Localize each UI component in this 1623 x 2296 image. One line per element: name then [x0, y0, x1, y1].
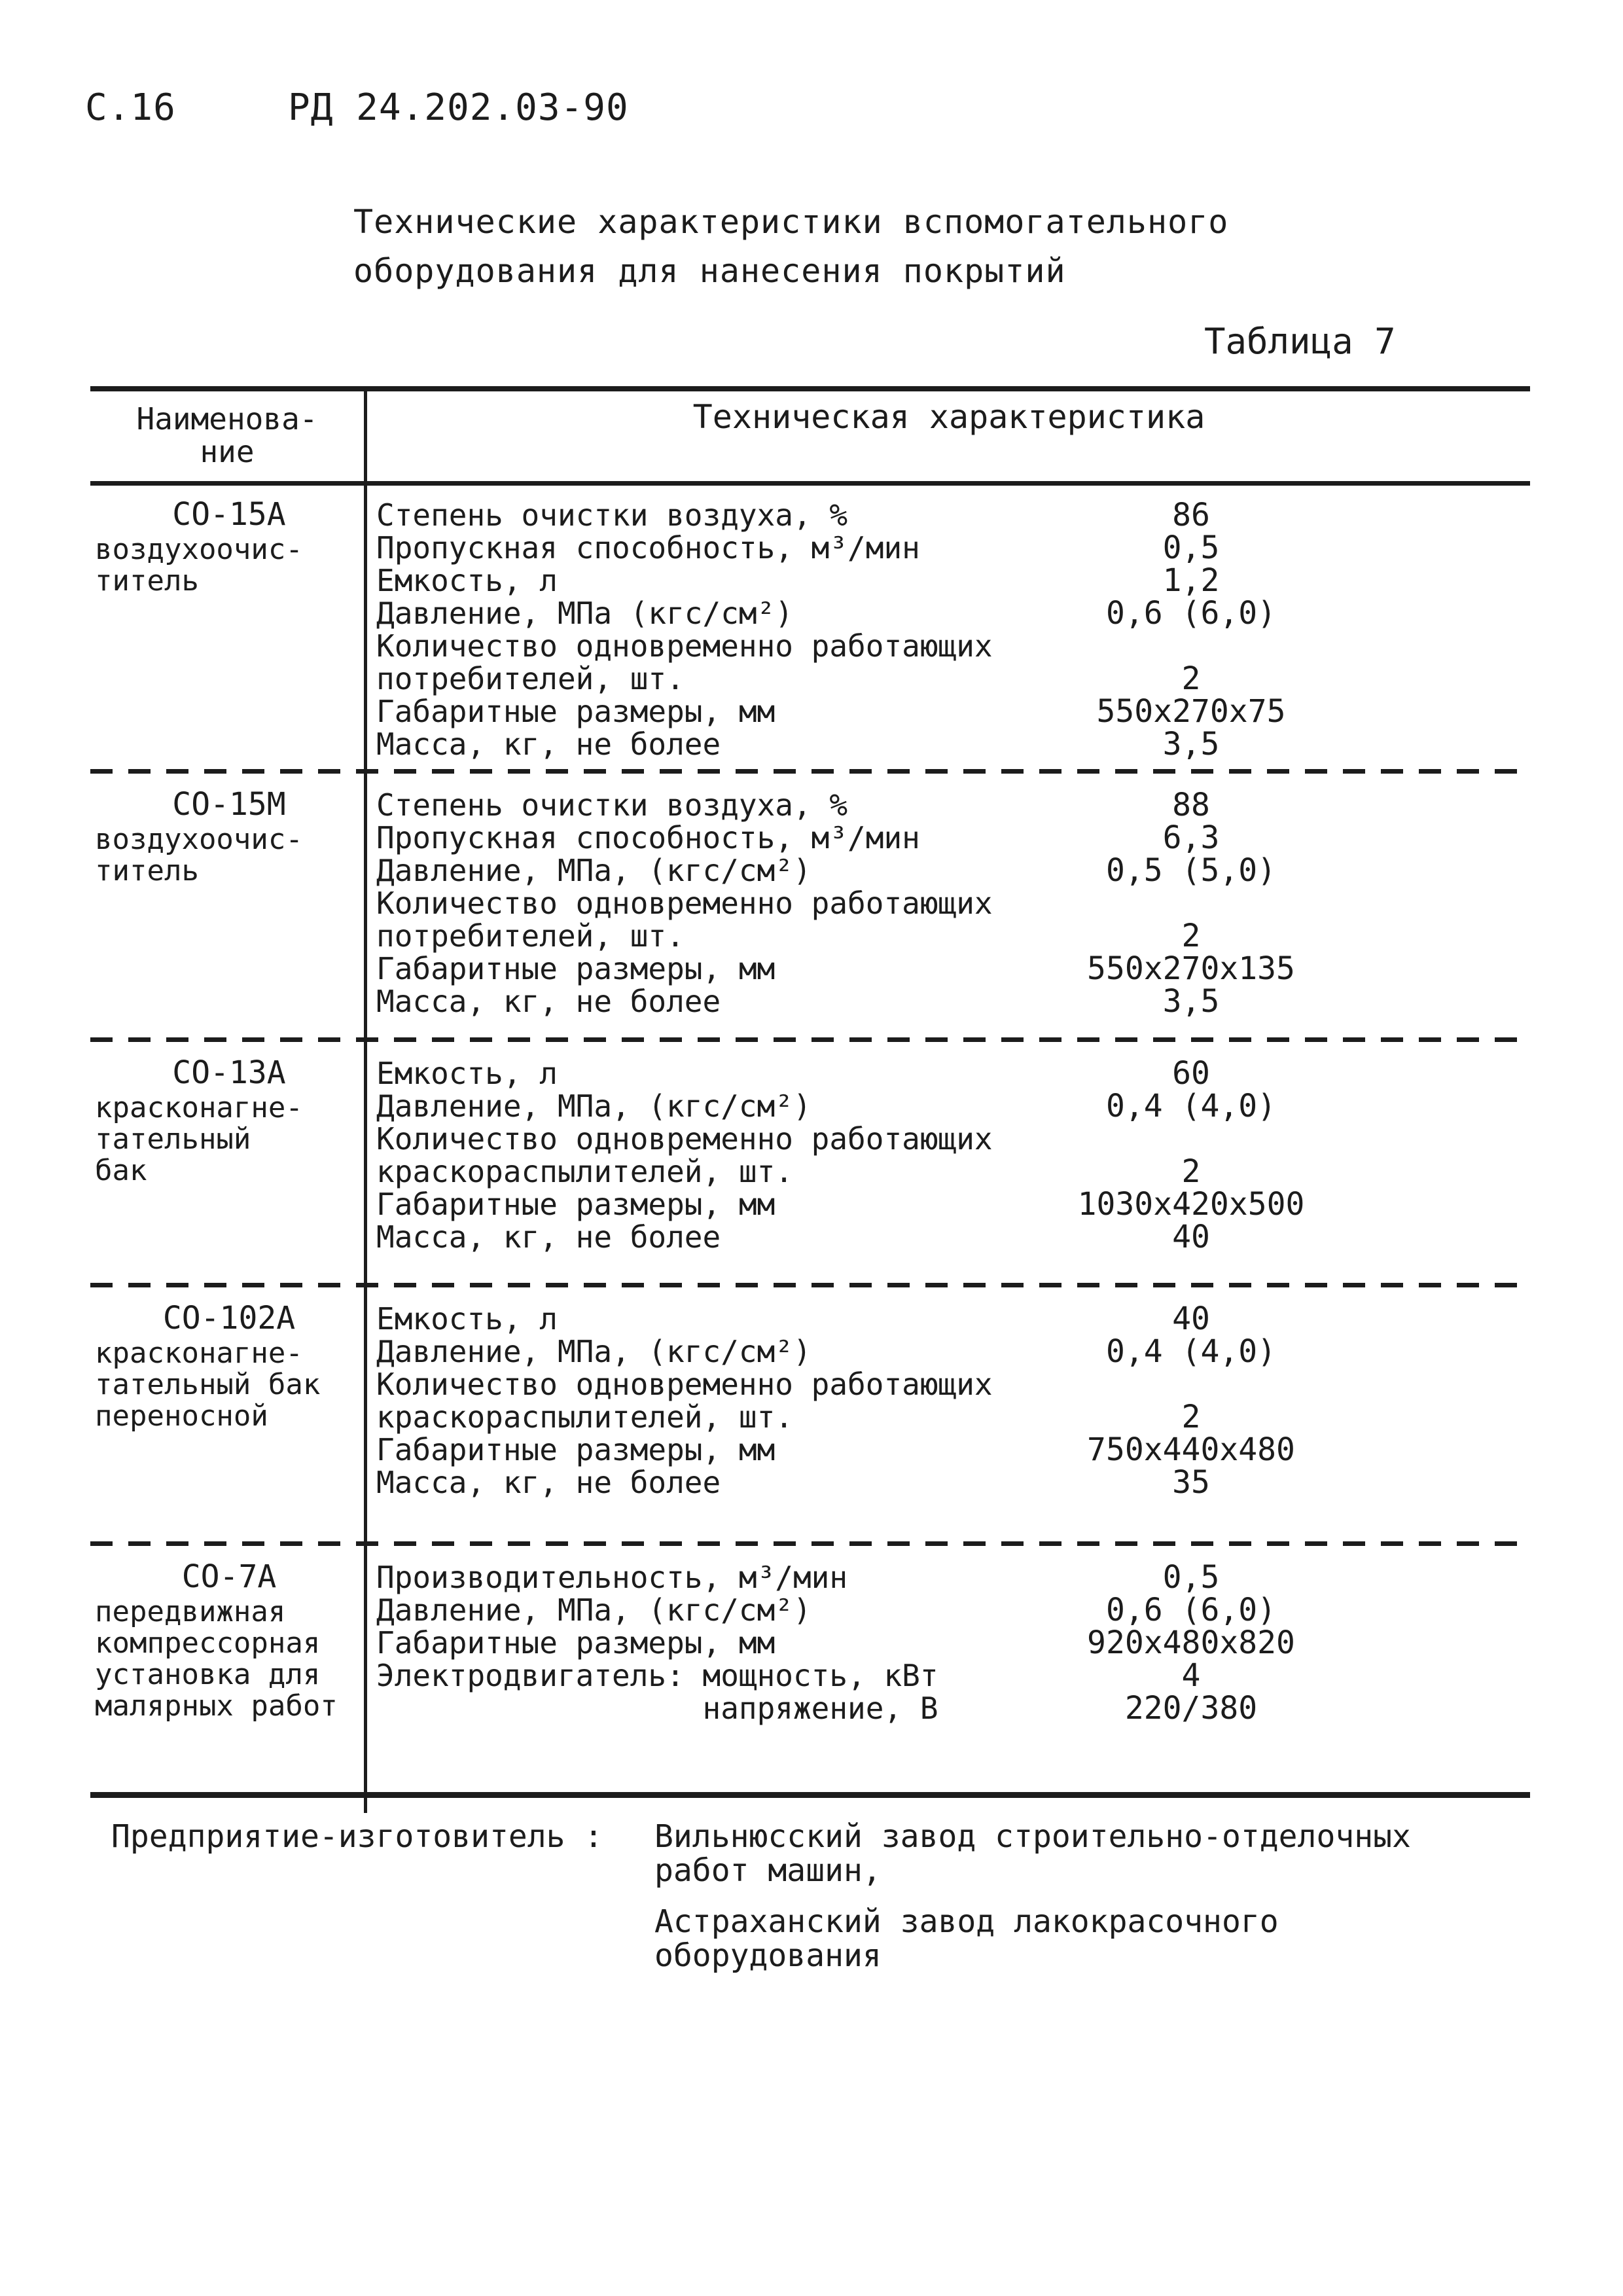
- spec-parameter: Количество одновременно работающих: [376, 1121, 993, 1157]
- spec-parameter: Масса, кг, не более: [376, 726, 721, 762]
- spec-value: 3,5: [1162, 726, 1220, 762]
- spec-value: 0,6 (6,0): [1105, 595, 1277, 632]
- column-header-spec: Техническая характеристика: [692, 398, 1205, 436]
- spec-value: 88: [1172, 787, 1210, 823]
- equipment-name: [95, 1054, 363, 1187]
- equipment-name: [95, 496, 363, 598]
- spec-value: 750х440х480: [1087, 1431, 1295, 1468]
- spec-value: 920х480х820: [1087, 1624, 1295, 1661]
- manufacturer-2: Астраханский завод лакокрасочного оборудования: [654, 1903, 1279, 1974]
- equipment-model: СО-15А: [172, 496, 286, 533]
- equipment-name: [95, 786, 363, 888]
- spec-parameter: Давление, МПа, (кгс/см²): [376, 1334, 812, 1369]
- spec-parameter: Пропускная способность, м³/мин: [376, 820, 920, 855]
- spec-parameter: Габаритные размеры, мм: [376, 951, 776, 986]
- spec-parameter: потребителей, шт.: [376, 918, 685, 954]
- spec-parameter: Емкость, л: [376, 1056, 558, 1091]
- group-separator: [90, 769, 1530, 774]
- spec-value: 220/380: [1124, 1690, 1258, 1727]
- equipment-description: воздухоочис- титель: [95, 533, 303, 598]
- spec-parameter: Емкость, л: [376, 563, 558, 598]
- equipment-model: СО-102А: [162, 1300, 296, 1336]
- spec-parameter: Масса, кг, не более: [376, 1219, 721, 1255]
- spec-parameter: Давление, МПа, (кгс/см²): [376, 853, 812, 888]
- column-header-name-text: Наименова- ние: [136, 401, 318, 469]
- spec-value: 40: [1172, 1300, 1210, 1337]
- spec-parameter: Габаритные размеры, мм: [376, 1187, 776, 1222]
- spec-value: 550х270х75: [1096, 693, 1286, 730]
- spec-value: 2: [1181, 1399, 1201, 1435]
- spec-parameter: Давление, МПа, (кгс/см²): [376, 1088, 812, 1124]
- column-header-name: [90, 403, 364, 468]
- table-title-line-1: Технические характеристики вспомогательного: [353, 203, 1229, 241]
- group-separator: [90, 1541, 1530, 1546]
- spec-value: 0,5: [1162, 1559, 1220, 1596]
- spec-parameter: Пропускная способность, м³/мин: [376, 530, 920, 565]
- spec-parameter: Количество одновременно работающих: [376, 886, 993, 921]
- spec-parameter: потребителей, шт.: [376, 661, 685, 696]
- spec-value: 86: [1172, 497, 1210, 533]
- spec-value: 2: [1181, 1153, 1201, 1190]
- equipment-description: передвижная компрессорная установка для малярных работ: [95, 1595, 338, 1723]
- equipment-name: [95, 1558, 363, 1723]
- table-top-rule: [90, 386, 1530, 391]
- table-title-line-2: оборудования для нанесения покрытий: [353, 252, 1066, 290]
- spec-parameter: краскораспылителей, шт.: [376, 1399, 793, 1435]
- spec-parameter: Количество одновременно работающих: [376, 1367, 993, 1402]
- spec-value: 0,4 (4,0): [1105, 1088, 1277, 1124]
- spec-value: 0,5: [1162, 529, 1220, 566]
- table-bottom-rule: [90, 1792, 1530, 1798]
- spec-value: 0,5 (5,0): [1105, 852, 1277, 889]
- spec-value: 4: [1181, 1657, 1201, 1694]
- equipment-model: СО-13А: [172, 1054, 286, 1091]
- spec-value: 35: [1172, 1464, 1210, 1501]
- spec-parameter: Производительность, м³/мин: [376, 1560, 848, 1595]
- table-number: Таблица 7: [1204, 321, 1396, 362]
- spec-parameter: Степень очистки воздуха, %: [376, 787, 848, 823]
- spec-value: 550х270х135: [1087, 950, 1295, 987]
- spec-parameter: Емкость, л: [376, 1301, 558, 1336]
- equipment-description: красконагне- тательный бак: [95, 1091, 303, 1187]
- group-separator: [90, 1283, 1530, 1287]
- equipment-description: воздухоочис- титель: [95, 823, 303, 888]
- spec-value: 0,4 (4,0): [1105, 1333, 1277, 1370]
- spec-parameter: Габаритные размеры, мм: [376, 694, 776, 729]
- spec-value: 0,6 (6,0): [1105, 1592, 1277, 1628]
- equipment-name: [95, 1302, 363, 1432]
- spec-value: 60: [1172, 1055, 1210, 1092]
- spec-parameter: Габаритные размеры, мм: [376, 1625, 776, 1660]
- manufacturer-label: Предприятие-изготовитель :: [111, 1818, 603, 1855]
- spec-value: 6,3: [1162, 819, 1220, 856]
- document-code: РД 24.202.03-90: [288, 86, 629, 129]
- spec-parameter: Давление, МПа (кгс/см²): [376, 596, 793, 631]
- spec-parameter: краскораспылителей, шт.: [376, 1154, 793, 1189]
- spec-value: 2: [1181, 660, 1201, 697]
- spec-value: 2: [1181, 918, 1201, 954]
- spec-parameter: Количество одновременно работающих: [376, 628, 993, 664]
- spec-parameter: Давление, МПа, (кгс/см²): [376, 1592, 812, 1628]
- spec-parameter: Габаритные размеры, мм: [376, 1432, 776, 1467]
- column-divider: [364, 386, 367, 1813]
- equipment-model: СО-7А: [181, 1558, 277, 1595]
- header-rule: [90, 481, 1530, 486]
- spec-value: 3,5: [1162, 983, 1220, 1020]
- spec-parameter: Степень очистки воздуха, %: [376, 497, 848, 533]
- spec-value: 40: [1172, 1219, 1210, 1255]
- equipment-model: СО-15М: [172, 786, 286, 823]
- spec-parameter: Электродвигатель: мощность, кВт: [376, 1658, 938, 1693]
- group-separator: [90, 1037, 1530, 1042]
- page-number: С.16: [85, 86, 176, 129]
- spec-parameter: Масса, кг, не более: [376, 1465, 721, 1500]
- spec-parameter: Масса, кг, не более: [376, 984, 721, 1019]
- spec-value: 1030х420х500: [1077, 1186, 1305, 1223]
- spec-parameter: напряжение, В: [376, 1691, 938, 1726]
- equipment-description: красконагне- тательный бак переносной: [95, 1336, 321, 1433]
- spec-value: 1,2: [1162, 562, 1220, 599]
- manufacturer-1: Вильнюсский завод строительно-отделочных работ машин,: [654, 1818, 1411, 1889]
